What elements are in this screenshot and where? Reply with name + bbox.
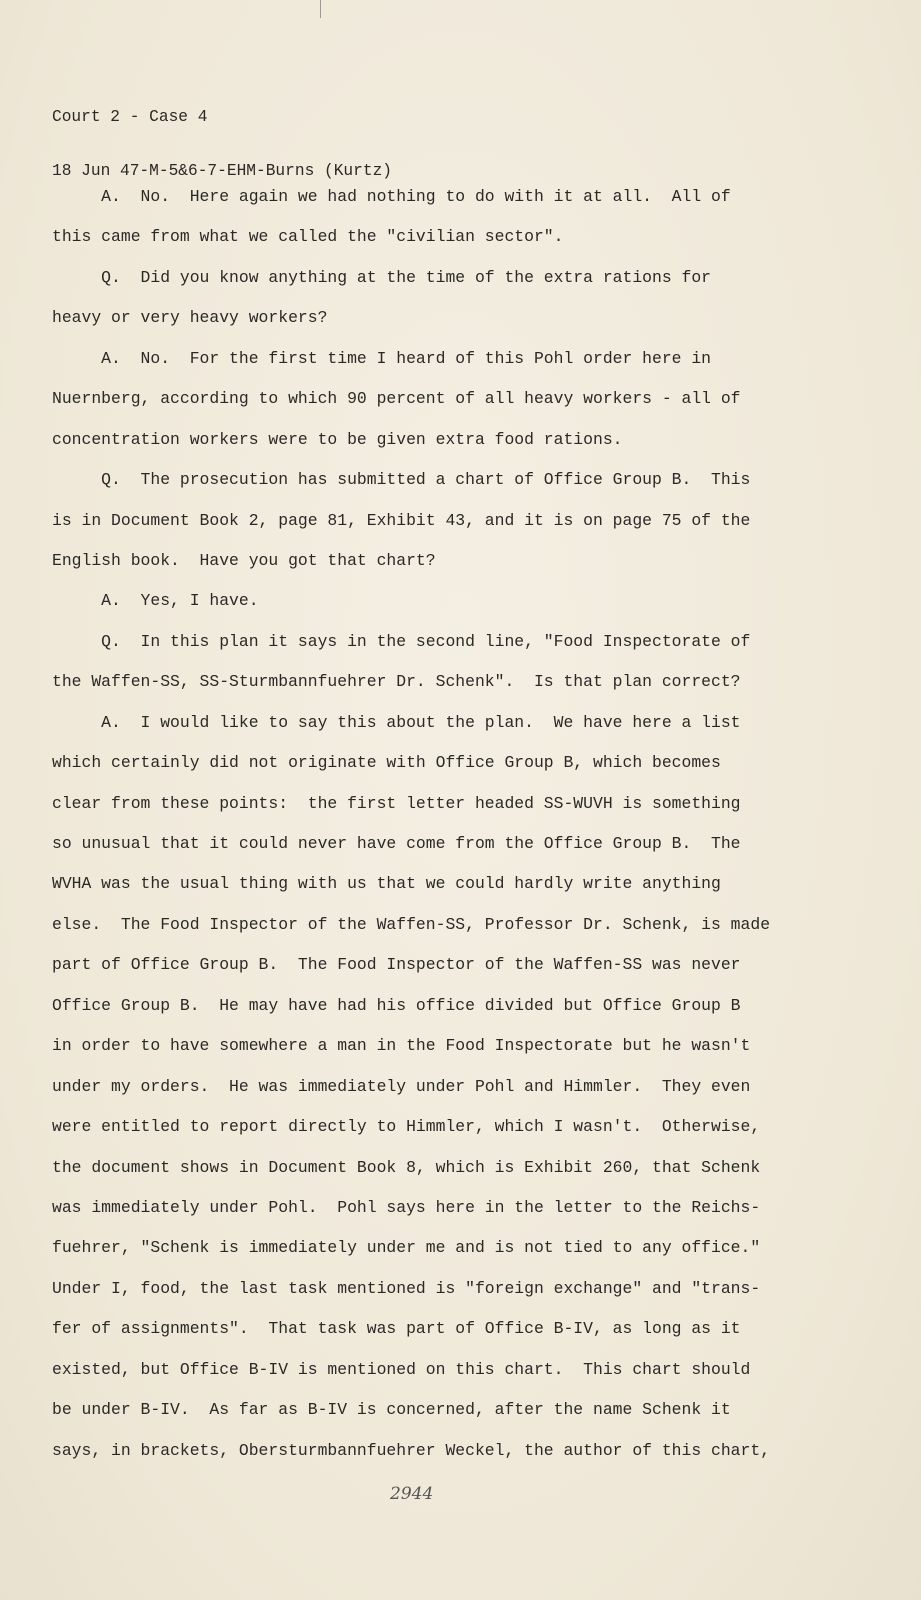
transcript-line: which certainly did not originate with Office Group B, which becomes [52, 753, 721, 773]
transcript-line: be under B-IV. As far as B-IV is concerned, after the name Schenk it [52, 1400, 731, 1420]
page-number: 2944 [390, 1484, 434, 1504]
margin-mark [320, 0, 321, 18]
transcript-line: A. Yes, I have. [52, 591, 259, 611]
transcript-line: Office Group B. He may have had his office divided but Office Group B [52, 995, 741, 1015]
transcript-line: in order to have somewhere a man in the Food Inspectorate but he wasn't [52, 1036, 751, 1056]
transcript-line: heavy or very heavy workers? [52, 308, 328, 328]
transcript-line: this came from what we called the "civilian sector". [52, 227, 564, 247]
header-session-info: 18 Jun 47-M-5&6-7-EHM-Burns (Kurtz) [52, 162, 392, 180]
transcript-line: fer of assignments". That task was part of Office B-IV, as long as it [52, 1319, 741, 1339]
transcript-line: fuehrer, "Schenk is immediately under me and is not tied to any office." [52, 1238, 761, 1258]
transcript-line: under my orders. He was immediately under Pohl and Himmler. They even [52, 1076, 751, 1096]
transcript-body [52, 186, 770, 1480]
transcript-line: part of Office Group B. The Food Inspector of the Waffen-SS was never [52, 955, 741, 975]
transcript-line: A. No. Here again we had nothing to do with it at all. All of [52, 187, 731, 206]
header-court-case: Court 2 - Case 4 [52, 108, 208, 126]
transcript-line: Nuernberg, according to which 90 percent of all heavy workers - all of [52, 389, 741, 409]
transcript-line: A. I would like to say this about the plan. We have here a list [52, 712, 741, 732]
transcript-line: A. No. For the first time I heard of this Pohl order here in [52, 348, 712, 368]
transcript-line: was immediately under Pohl. Pohl says here in the letter to the Reichs- [52, 1197, 761, 1217]
transcript-line: Q. Did you know anything at the time of the extra rations for [52, 267, 712, 287]
transcript-line: WVHA was the usual thing with us that we could hardly write anything [52, 874, 721, 894]
transcript-line: the Waffen-SS, SS-Sturmbannfuehrer Dr. Schenk". Is that plan correct? [52, 672, 741, 692]
transcript-line: existed, but Office B-IV is mentioned on this chart. This chart should [52, 1359, 751, 1379]
transcript-line: Q. In this plan it says in the second line, "Food Inspectorate of [52, 631, 751, 651]
transcript-line: Q. The prosecution has submitted a chart of Office Group B. This [52, 470, 751, 490]
transcript-line: concentration workers were to be given extra food rations. [52, 429, 623, 449]
transcript-line: is in Document Book 2, page 81, Exhibit 43, and it is on page 75 of the [52, 510, 751, 530]
transcript-line: the document shows in Document Book 8, which is Exhibit 260, that Schenk [52, 1157, 761, 1177]
transcript-line: else. The Food Inspector of the Waffen-SS, Professor Dr. Schenk, is made [52, 914, 771, 934]
transcript-line: were entitled to report directly to Himmler, which I wasn't. Otherwise, [52, 1117, 761, 1137]
transcript-line: says, in brackets, Obersturmbannfuehrer Weckel, the author of this chart, [52, 1440, 771, 1460]
transcript-line: clear from these points: the first letter headed SS-WUVH is something [52, 793, 741, 813]
transcript-line: Under I, food, the last task mentioned is "foreign exchange" and "trans- [52, 1278, 761, 1298]
transcript-line: English book. Have you got that chart? [52, 550, 436, 570]
transcript-line: so unusual that it could never have come from the Office Group B. The [52, 834, 741, 853]
